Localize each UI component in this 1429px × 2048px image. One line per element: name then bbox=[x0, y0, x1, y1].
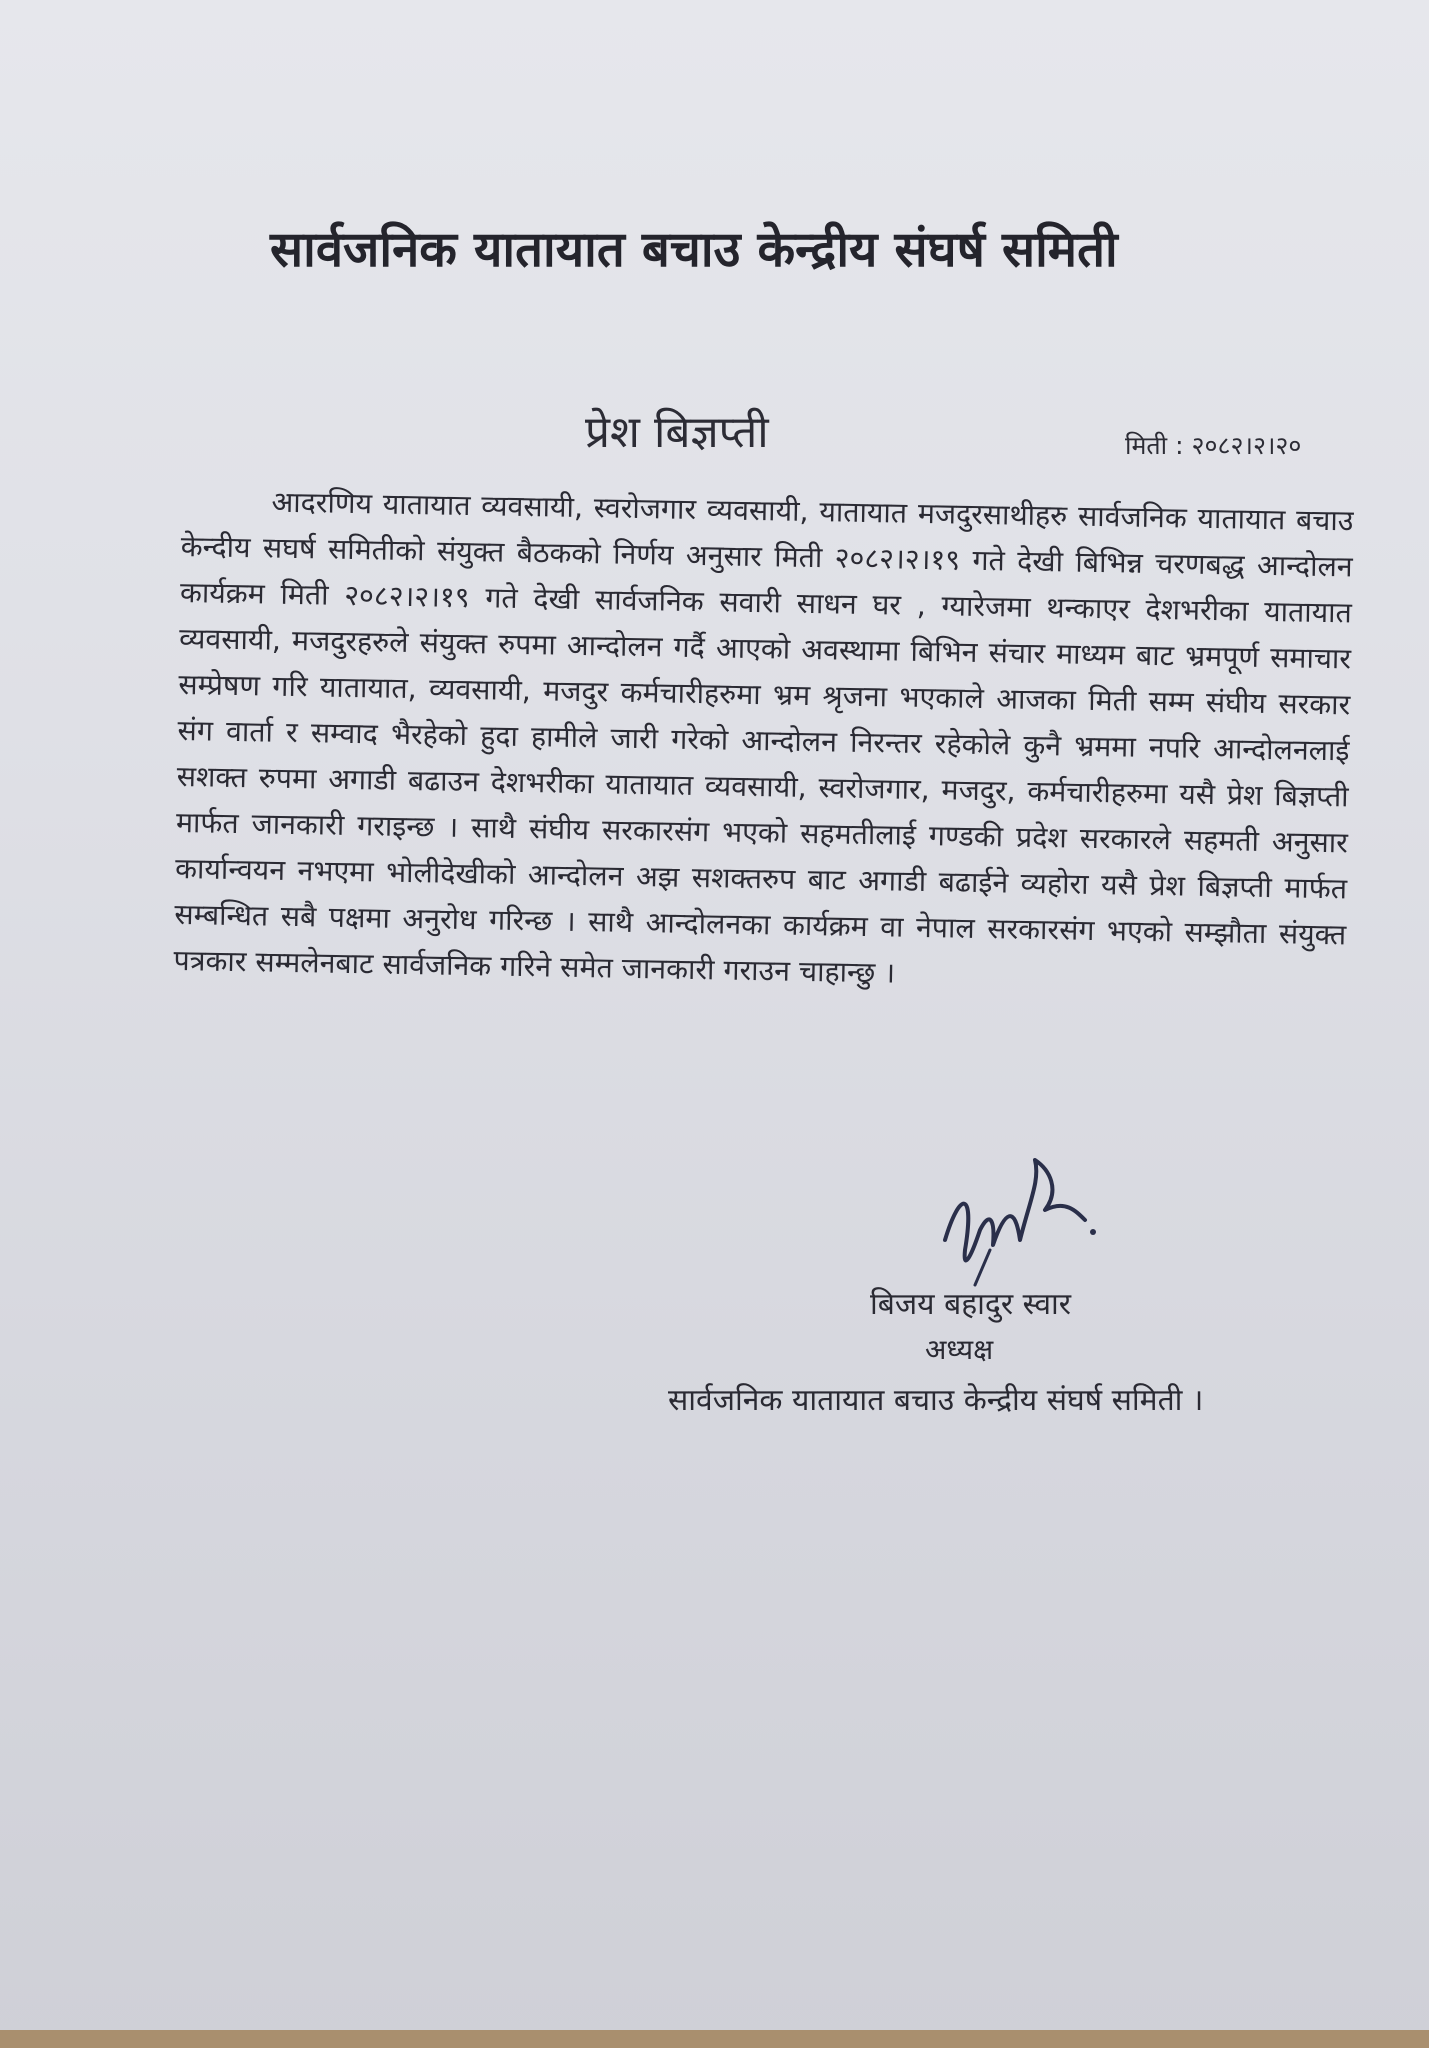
document-date: मिती : २०८२।२।२० bbox=[1125, 431, 1302, 460]
signatory-name: बिजय बहादुर स्वार bbox=[870, 1287, 1072, 1322]
signatory-role: अध्यक्ष bbox=[925, 1333, 994, 1366]
table-surface-edge bbox=[0, 2030, 1429, 2048]
signatory-organization: सार्वजनिक यातायात बचाउ केन्द्रीय संघर्ष समिती । bbox=[668, 1383, 1204, 1418]
body-paragraph: आदरणिय यातायात व्यवसायी, स्वरोजगार व्यवसायी, यातायात मजदुरसाथीहरु सार्वजनिक यातायात बचाउ केन्दीय सघर्ष समितीको संयुक्त बैठकको निर्णय अनुसार मिती २०८२।२।१९ गते देखी बिभिन्न चरणबद्ध आन्दोलन कार्यक्रम मिती २०८२।२।१९ गते देखी सार्वजनिक सवारी साधन घर , ग्यारेजमा थन्काएर देशभरीका यातायात व्यवसायी, मजदुरहरुले संयुक्त रुपमा आन्दोलन गर्दै आएको अवस्थामा बिभिन संचार माध्यम बाट भ्रमपूर्ण समाचार सम्प्रेषण गरि यातायात, व्यवसायी, मजदुर कर्मचारीहरुमा भ्रम श्रृजना भएकाले आजका मिती सम्म संघीय सरकार संग वार्ता र सम्वाद भैरहेको हुदा हामीले जारी गरेको आन्दोलन निरन्तर रहेकोले कुनै भ्रममा नपरि आन्दोलनलाई सशक्त रुपमा अगाडी बढाउन देशभरीका यातायात व्यवसायी, स्वरोजगार, मजदुर, कर्मचारीहरुमा यसै प्रेश बिज्ञप्ती मार्फत जानकारी गराइन्छ । साथै संघीय सरकारसंग भएको सहमतीलाई गण्डकी प्रदेश सरकारले सहमती अनुसार कार्यान्वयन नभएमा भोलीदेखीको आन्दोलन अझ सशक्तरुप बाट अगाडी बढाईने व्यहोरा यसै प्रेश बिज्ञप्ती मार्फत सम्बन्धित सबै पक्षमा अनुरोध गरिन्छ । साथै आन्दोलनका कार्यक्रम वा नेपाल सरकारसंग भएको सम्झौता संयुक्त पत्रकार सम्मलेनबाट सार्वजनिक गरिने समेत जानकारी गराउन चाहान्छु । bbox=[173, 485, 1354, 990]
organization-title: सार्वजनिक यातायात बचाउ केन्द्रीय संघर्ष समिती bbox=[270, 221, 1118, 278]
document-title: प्रेश बिज्ञप्ती bbox=[585, 407, 769, 458]
handwritten-signature bbox=[935, 1150, 1105, 1300]
